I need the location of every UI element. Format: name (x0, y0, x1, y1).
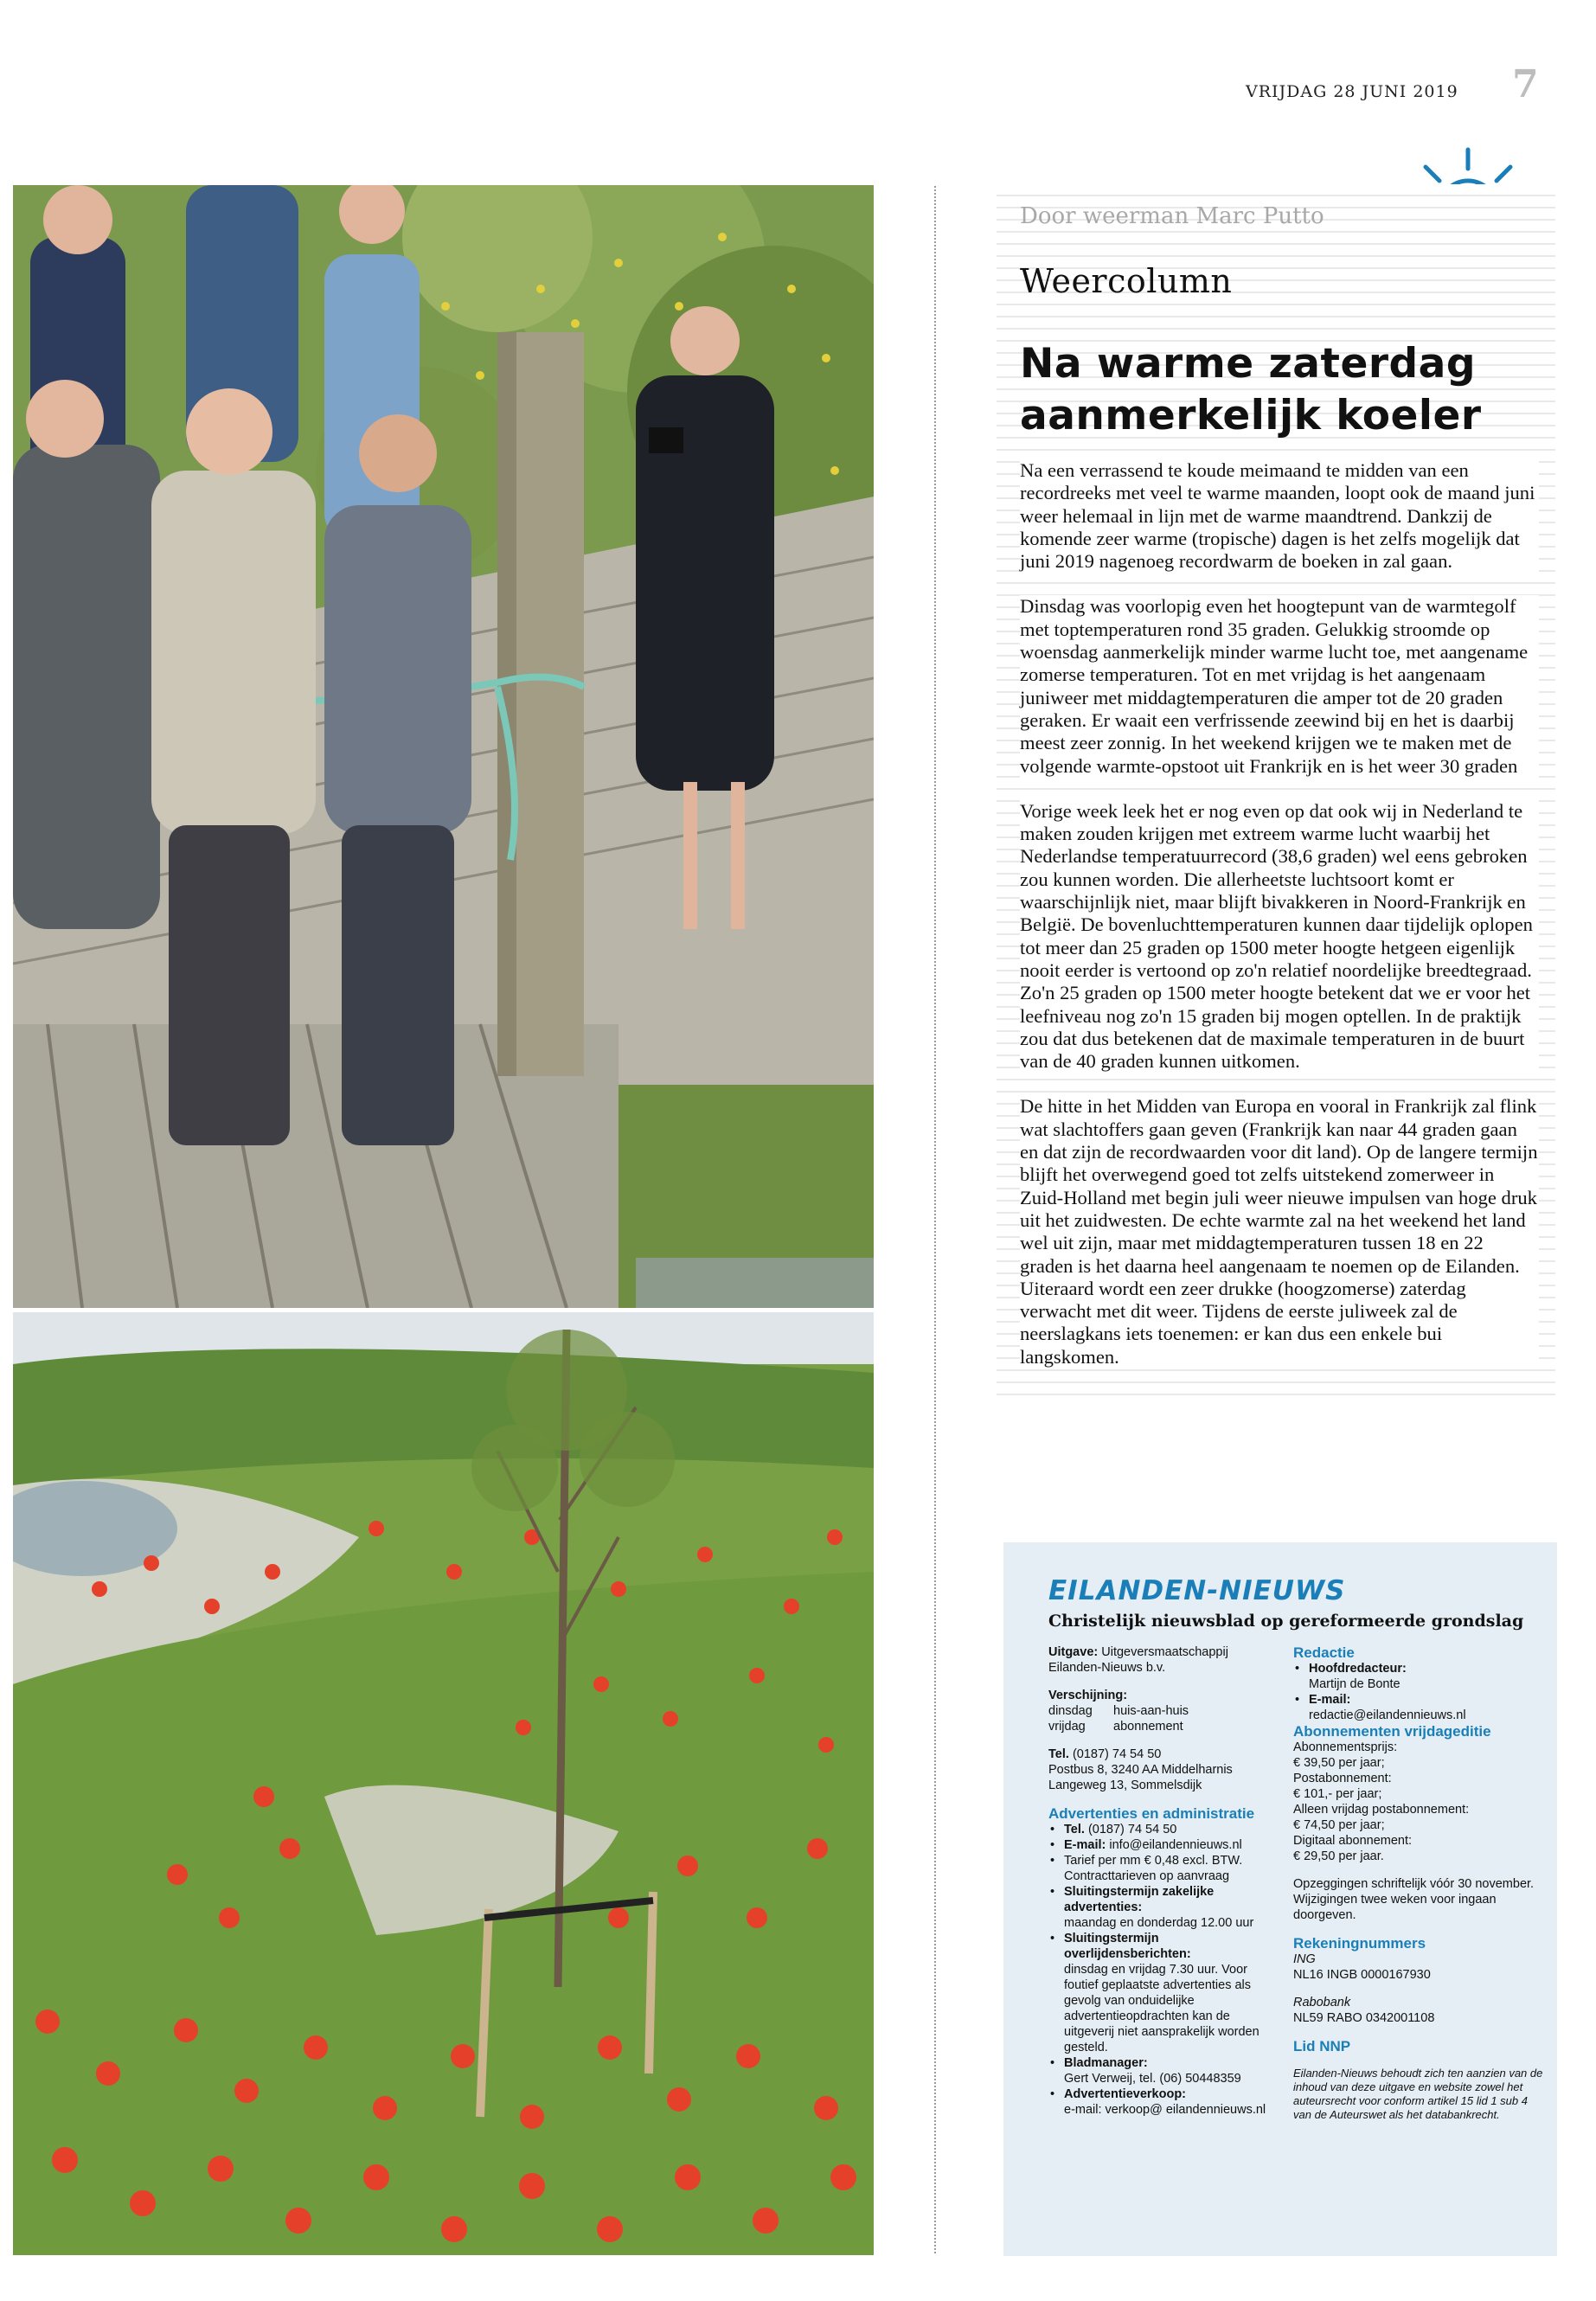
article-paragraph: Dinsdag was voorlopig even het hoogtepunt van de warmtegolf met toptemperaturen rond 35 graden. Gelukkig stroomde op woensdag aanmerkelijk minder warme lucht toe, met aangename zomerse temperaturen. Tot en met vrijdag is het aangenaam juniweer met middagtemperaturen die amper tot de 20 graden geraken. Er waait een verfrissende zeewind bij en het is daarbij meest zeer zonnig. In het weekend krijgen we te maken met de volgende warmte-opstoot uit Frankrijk en is het weer 30 graden (1020, 595, 1539, 777)
list-item (1048, 1931, 1282, 2055)
abonnement-line: € 74,50 per jaar; (1293, 1818, 1385, 1832)
advertenties-list (1048, 1822, 1282, 2118)
redactie-email-link[interactable]: redactie@eilandennieuws.nl (1309, 1708, 1466, 1722)
brand-logo: EILANDEN-NIEUWS (1048, 1575, 1346, 1606)
list-item (1048, 1837, 1282, 1853)
hoofdredacteur-label: • Hoofdredacteur: (1309, 1662, 1407, 1676)
page-number: 7 (1512, 62, 1539, 106)
colophon-box (1003, 1542, 1557, 2256)
redactie-list (1293, 1661, 1544, 1723)
uitgave-label: Uitgave: (1048, 1645, 1099, 1659)
list-item (1048, 2055, 1282, 2086)
abonnementen-block (1293, 1740, 1544, 1864)
lid-nnp: Lid NNP (1293, 2038, 1351, 2054)
verschijning-label: Verschijning: (1048, 1689, 1128, 1702)
article-body (1020, 459, 1539, 1391)
article-paragraph: Vorige week leek het er nog even op dat ook wij in Nederland te maken zouden krijgen met extreem warme lucht waarbij het Nederlandse temperatuurrecord (38,6 graden) wel eens gebroken zou kunnen worden. Die allerheetste luchtsoort komt er waarschijnlijk niet, maar blijft bivakkeren in Noord-Frankrijk en België. De bovenluchttemperaturen kunnen daar tijdelijk oplopen tot meer dan 25 graden op 1500 meter hoogte hetgeen eigenlijk nooit eerder is vertoond op zo'n relatief noordelijke breedtegraad. Zo'n 25 graden op 1500 meter hoogte betekent dat we er voor het leefniveau nog zo'n 15 graden bij mogen optellen. In de praktijk zou dat dus betekenen dat de maximale temperaturen in de buurt van de 40 graden kunnen uitkomen. (1020, 800, 1539, 1074)
column-kicker: Weercolumn (1020, 262, 1233, 300)
abonnement-line: Postabonnement: (1293, 1772, 1392, 1785)
adv-tel-value[interactable]: (0187) 74 54 50 (1087, 1823, 1177, 1836)
verschijning-day: vrijdag (1048, 1720, 1086, 1734)
article-headline: Na warme zaterdag aanmerkelijk koeler (1020, 340, 1482, 439)
advertenties-heading: Advertenties en administratie (1048, 1805, 1255, 1822)
verschijning-type: huis-aan-huis (1113, 1704, 1189, 1718)
issue-date: VRIJDAG 28 JUNI 2019 (1246, 82, 1458, 101)
verschijning-row (1048, 1703, 1282, 1719)
redactie-heading: Redactie (1293, 1644, 1355, 1661)
list-item (1048, 1822, 1282, 1837)
list-item: • Tarief per mm € 0,48 excl. BTW. Contracttarieven op aanvraag (1048, 1853, 1282, 1884)
colophon-right-column (1293, 1644, 1544, 2122)
abonnement-line: Digitaal abonnement: (1293, 1834, 1413, 1848)
adv-email-link[interactable]: info@eilandennieuws.nl (1109, 1838, 1242, 1852)
abonnement-line: € 39,50 per jaar; (1293, 1756, 1385, 1770)
hoofdredacteur-name: Martijn de Bonte (1309, 1677, 1401, 1691)
contact-block (1048, 1747, 1282, 1793)
adv-tel-label: Tel. (1064, 1823, 1085, 1836)
advertentieverkoop-email-link[interactable]: e-mail: verkoop@ eilandennieuws.nl (1064, 2103, 1266, 2117)
article-paragraph: Na een verrassend te koude meimaand te midden van een recordreeks met veel te warme maanden, loopt ook de maand juni weer helemaal in lijn met de warme maandtrend. Dankzij de komende zeer warme (tropische) dagen is het zelfs mogelijk dat juni 2019 nagenoeg recordwarm de boeken in zal gaan. (1020, 459, 1539, 573)
redactie-email-label: • E-mail: (1309, 1693, 1351, 1707)
rabo-label: Rabobank (1293, 1996, 1351, 2009)
rekening-heading: Rekeningnummers (1293, 1935, 1426, 1952)
bladmanager-text: Gert Verweij, tel. (06) 50448359 (1064, 2072, 1241, 2086)
sluiting-zakelijk-text: maandag en donderdag 12.00 uur (1064, 1916, 1254, 1930)
rekening-rabo (1293, 1995, 1544, 2026)
abonnement-line: € 29,50 per jaar. (1293, 1849, 1384, 1863)
rekening-ing (1293, 1952, 1544, 1983)
verschijning-block (1048, 1688, 1282, 1734)
sluiting-zakelijk-label: • Sluitingstermijn zakelijke advertenties: (1064, 1885, 1215, 1914)
adv-email-label: E-mail: (1064, 1838, 1106, 1852)
list-item (1293, 1692, 1544, 1723)
list-item (1293, 1661, 1544, 1692)
sluiting-overlijden-label: • Sluitingstermijn overlijdensberichten: (1064, 1932, 1191, 1961)
article-paragraph: De hitte in het Midden van Europa en vooral in Frankrijk zal flink wat slachtoffers gaan geven (Frankrijk kan naar 44 graden gaan en dat zijn de recordwaarden voor dit land). Op de langere termijn blijft het overwegend goed tot zelfs uitstekend zomerweer in Zuid-Holland met begin juli weer nieuwe impulsen van hoge druk uit het zuidwesten. De echte warmte zal na het weekend het land wel uit zijn, maar met middagtemperaturen tussen 18 en 22 graden is het daarna heel aangenaam te noemen op de Eilanden. Uiteraard wordt een zeer drukke (hoogzomerse) zaterdag verwacht met dit weer. Tijdens de eerste juliweek zal de neerslagkans iets toenemen: er kan dus een enkele bui langskomen. (1020, 1095, 1538, 1368)
ing-label: ING (1293, 1952, 1316, 1966)
brand-tagline: Christelijk nieuwsblad op gereformeerde grondslag (1048, 1612, 1524, 1631)
weather-column (997, 184, 1555, 1395)
column-author: Door weerman Marc Putto (1020, 203, 1324, 229)
verschijning-day: dinsdag (1048, 1704, 1093, 1718)
bladmanager-label: • Bladmanager: (1064, 2056, 1148, 2070)
advertentieverkoop-label: • Advertentieverkoop: (1064, 2087, 1187, 2101)
copyright-disclaimer: Eilanden-Nieuws behoudt zich ten aanzien van de inhoud van deze uitgave en website zowel het auteursrecht voor conform artikel 15 lid 1 sub 4 van de Auteurswet als het databankrecht. (1293, 2067, 1543, 2121)
uitgave-text: Uitgeversmaatschappij Eilanden-Nieuws b.v. (1048, 1645, 1228, 1675)
ing-number: NL16 INGB 0000167930 (1293, 1968, 1431, 1982)
abonnement-line: Alleen vrijdag postabonnement: (1293, 1803, 1470, 1817)
verschijning-type: abonnement (1113, 1720, 1183, 1734)
tel-value[interactable]: (0187) 74 54 50 (1072, 1747, 1162, 1761)
list-item (1048, 1884, 1282, 1931)
column-divider (934, 186, 936, 2253)
uitgave-block (1048, 1644, 1282, 1676)
abonnement-line: € 101,- per jaar; (1293, 1787, 1382, 1801)
photo-ribbon-cutting (13, 185, 874, 1308)
list-item (1048, 2086, 1282, 2118)
sluiting-overlijden-text: dinsdag en vrijdag 7.30 uur. Voor foutief geplaatste advertenties als gevolg van onduidelijke advertentieopdrachten kan de uitgeverij niet aansprakelijk worden gesteld. (1064, 1963, 1259, 2054)
photo-poppy-field (13, 1312, 874, 2255)
colophon-left-column (1048, 1644, 1282, 2118)
abonnement-line: Abonnementsprijs: (1293, 1740, 1398, 1754)
verschijning-row (1048, 1719, 1282, 1734)
rabo-number: NL59 RABO 0342001108 (1293, 2011, 1435, 2025)
abonnementen-heading: Abonnementen vrijdageditie (1293, 1723, 1491, 1740)
address-line: Postbus 8, 3240 AA Middelharnis (1048, 1763, 1233, 1777)
tel-label: Tel. (1048, 1747, 1069, 1761)
opzeggingen-text: Opzeggingen schriftelijk vóór 30 november. Wijzigingen twee weken voor ingaan doorgeven. (1293, 1877, 1535, 1922)
address-line: Langeweg 13, Sommelsdijk (1048, 1779, 1202, 1792)
